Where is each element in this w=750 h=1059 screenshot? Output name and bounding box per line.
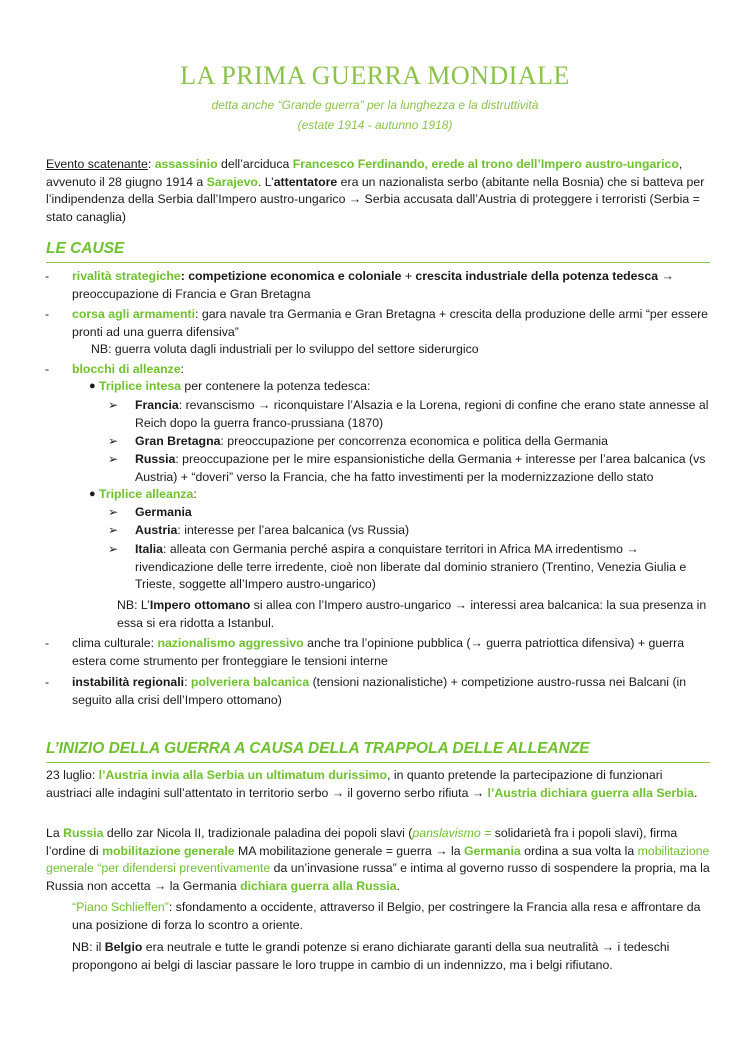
section-heading-inizio: L’INIZIO DELLA GUERRA A CAUSA DELLA TRAPPOLA DELLE ALLEANZE — [46, 739, 710, 763]
paragraph-ultimatum: 23 luglio: l’Austria invia alla Serbia un ultimatum durissimo, in quanto pretende la partecipazione di funzionari austriaci alle indagini sull’attentato in territorio serbo → il governo serbo rifiuta → l’Austria dichiara guerra alla Serbia. — [46, 768, 698, 800]
list-item: - clima culturale: nazionalismo aggressivo anche tra l’opinione pubblica (→ guerra patriottica difensiva) + guerra estera come strumento per fronteggiare le tensioni interne — [45, 636, 685, 668]
page-subtitle: detta anche “Grande guerra” per la lunghezza e la distruttività — [211, 98, 539, 112]
evento-scatenante-paragraph: Evento scatenante: assassinio dell’arciduca Francesco Ferdinando, erede al trono dell’Impero austro-ungarico, avvenuto il 28 giugno 1914 a Sarajevo. L’attentatore era un nazionalista serbo (abitante nella Bosnia) che si batteva per l’indipendenza della Serbia dall’Impero austro-ungarico → Serbia accusata dall’Austria di proteggere i terroristi (Serbia = stato canaglia) — [46, 157, 705, 224]
paragraph-belgio: NB: il Belgio era neutrale e tutte le grandi potenze si erano dichiarate garanti della sua neutralità → i tedeschi propongono ai belgi di lasciar passare le loro truppe in cambio di un indennizzo, ma i belgi rifiutano. — [72, 940, 670, 972]
list-item: - blocchi di alleanze: — [45, 362, 185, 376]
list-item: ● Triplice intesa per contenere la potenza tedesca: — [99, 378, 709, 396]
nb-note: NB: guerra voluta dagli industriali per lo sviluppo del settore siderurgico — [91, 342, 479, 356]
list-item: - corsa agli armamenti: gara navale tra Germania e Gran Bretagna + crescita della produzione delle armi “per essere pronti ad una guerra difensiva” — [45, 307, 709, 339]
list-item: ➢ Germania — [135, 504, 709, 522]
page-title: LA PRIMA GUERRA MONDIALE — [180, 61, 570, 90]
list-item: ➢ Francia: revanscismo → riconquistare l’Alsazia e la Lorena, regioni di confine che erano state annesse al Reich dopo la guerra franco-prussiana (1870) — [108, 398, 709, 430]
arrowhead-icon: ➢ — [108, 398, 119, 412]
list-item: - instabilità regionali: polveriera balcanica (tensioni nazionalistiche) + competizione austro-russa nei Balcani (in seguito alla crisi dell’Impero ottomano) — [45, 675, 687, 707]
paragraph-schlieffen: “Piano Schlieffen”: sfondamento a occidente, attraverso il Belgio, per costringere la Francia alla resa e affrontare da una posizione di forza lo scontro a oriente. — [72, 900, 701, 932]
nb-note: NB: L’Impero ottomano si allea con l’Impero austro-ungarico → interessi area balcanica: la sua presenza in essa si era ridotta a Istanbul. — [117, 598, 707, 630]
arrowhead-icon: ➢ — [108, 434, 119, 448]
section-heading-cause: LE CAUSE — [46, 239, 710, 263]
list-item: ➢ Russia: preoccupazione per le mire espansionistiche della Germania + interesse per l’area balcanica (vs Austria) + “doveri” verso la Francia, che ha fatto investimenti per la modernizzazione dello stato — [108, 452, 706, 484]
page-dates: (estate 1914 - autunno 1918) — [297, 118, 453, 132]
evento-label: Evento scatenante — [46, 157, 148, 171]
list-item: ➢ Austria: interesse per l’area balcanica (vs Russia) — [135, 522, 709, 540]
list-item: ● Triplice alleanza: — [99, 486, 709, 504]
bullet-icon: ● — [89, 488, 96, 500]
arrowhead-icon: ➢ — [108, 452, 119, 466]
list-item: - rivalità strategiche: competizione economica e coloniale + crescita industriale della potenza tedesca → preoccupazione di Francia e Gran Bretagna — [45, 269, 674, 301]
bullet-icon: ● — [89, 380, 96, 392]
list-item: ➢ Gran Bretagna: preoccupazione per concorrenza economica e politica della Germania — [135, 433, 709, 451]
list-item: ➢ Italia: alleata con Germania perché aspira a conquistare territori in Africa MA irredentismo → rivendicazione delle terre irredente, cioè non liberate dal dominio straniero (Trentino, Venezia Giulia e Trieste, soggette all’Impero austro-ungarico) — [108, 542, 687, 592]
arrowhead-icon: ➢ — [108, 523, 119, 537]
arrowhead-icon: ➢ — [108, 505, 119, 519]
arrowhead-icon: ➢ — [108, 542, 119, 556]
paragraph-russia: La Russia dello zar Nicola II, tradizionale paladina dei popoli slavi (panslavismo = solidarietà fra i popoli slavi), firma l’ordine di mobilitazione generale MA mobilitazione generale = guerra → la Germania ordina a sua volta la mobilitazione generale “per difendersi preventivamente da un’invasione russa” e intima al governo russo di sospendere la propria, ma la Russia non accetta → la Germania dichiara guerra alla Russia. — [46, 826, 710, 893]
